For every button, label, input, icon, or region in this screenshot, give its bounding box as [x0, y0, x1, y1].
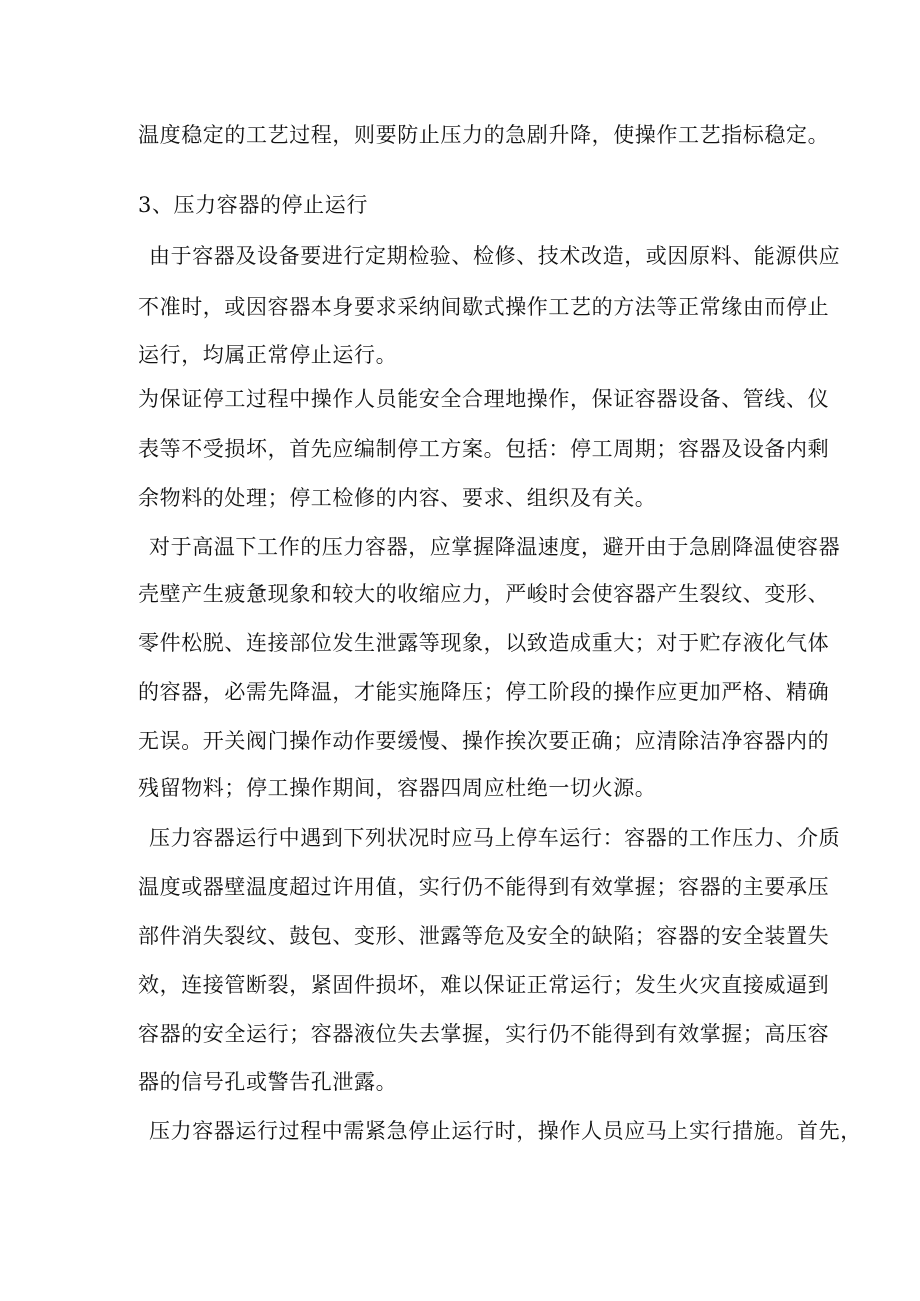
- text-line: 的容器，必需先降温，才能实施降压；停工阶段的操作应更加严格、精确: [138, 680, 830, 704]
- text-line: 运行，均属正常停止运行。: [138, 343, 398, 367]
- text-line: 无误。开关阀门操作动作要缓慢、操作挨次要正确；应清除洁净容器内的: [138, 729, 830, 753]
- text-line: 容器的安全运行；容器液位失去掌握，实行仍不能得到有效掌握；高压容: [138, 1022, 830, 1046]
- text-line: 温度稳定的工艺过程，则要防止压力的急剧升降，使操作工艺指标稳定。: [138, 123, 830, 147]
- text-line: 部件消失裂纹、鼓包、变形、泄露等危及安全的缺陷；容器的安全装置失: [138, 924, 830, 948]
- text-line: 效，连接管断裂，紧固件损坏，难以保证正常运行；发生火灾直接威逼到: [138, 973, 830, 997]
- text-line: 残留物料；停工操作期间，容器四周应杜绝一切火源。: [138, 776, 657, 800]
- text-line: 压力容器运行中遇到下列状况时应马上停车运行：容器的工作压力、介质: [149, 826, 841, 850]
- text-line: 压力容器运行过程中需紧急停止运行时，操作人员应马上实行措施。首先，: [149, 1119, 862, 1143]
- text-line: 温度或器壁温度超过许用值，实行仍不能得到有效掌握；容器的主要承压: [138, 875, 830, 899]
- text-line: 由于容器及设备要进行定期检验、检修、技术改造，或因原料、能源供应: [149, 244, 841, 268]
- text-line: 表等不受损坏，首先应编制停工方案。包括：停工周期；容器及设备内剩: [138, 437, 830, 461]
- text-line: 不准时，或因容器本身要求采纳间歇式操作工艺的方法等正常缘由而停止: [138, 295, 830, 319]
- text-line: 为保证停工过程中操作人员能安全合理地操作，保证容器设备、管线、仪: [138, 387, 830, 411]
- text-line: 余物料的处理；停工检修的内容、要求、组织及有关。: [138, 486, 657, 510]
- text-line: 壳壁产生疲惫现象和较大的收缩应力，严峻时会使容器产生裂纹、变形、: [138, 582, 830, 606]
- text-line: 零件松脱、连接部位发生泄露等现象，以致造成重大；对于贮存液化气体: [138, 631, 830, 655]
- text-line: 器的信号孔或警告孔泄露。: [138, 1070, 398, 1094]
- section-heading: 3、压力容器的停止运行: [138, 193, 368, 217]
- text-line: 对于高温下工作的压力容器，应掌握降温速度，避开由于急剧降温使容器: [149, 535, 841, 559]
